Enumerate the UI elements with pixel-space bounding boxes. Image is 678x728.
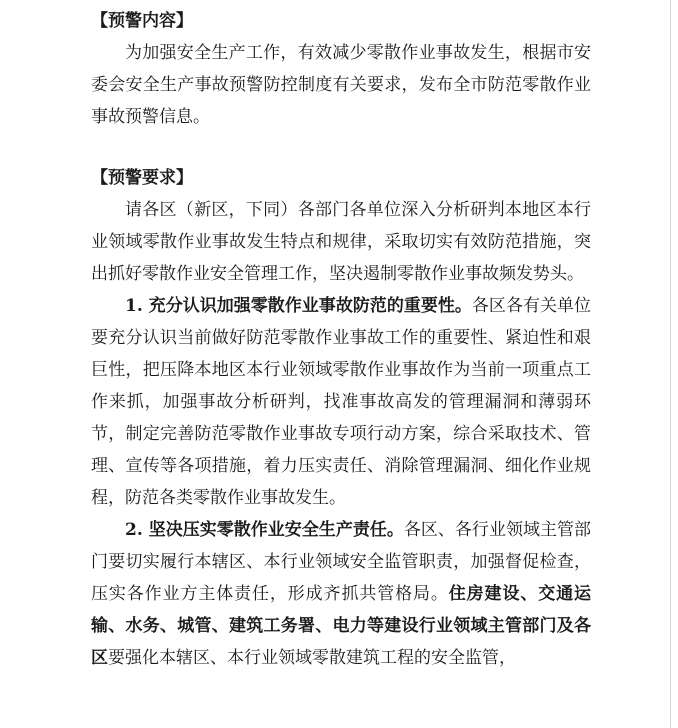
section-heading-warning-content: 【预警内容】 — [91, 11, 193, 31]
paragraph-requirements-intro: 请各区（新区，下同）各部门各单位深入分析研判本地区本行业领域零散作业事故发生特点和规律，采取切实有效防范措施，突出抓好零散作业安全管理工作，坚决遏制零散作业事故频发势头。 — [91, 200, 591, 284]
item-1-lead: 1. 充分认识加强零散作业事故防范的重要性。 — [125, 296, 472, 316]
item-2-lead: 2. 坚决压实零散作业安全生产责任。 — [125, 520, 404, 540]
item-1-body: 各区各有关单位要充分认识当前做好防范零散作业事故工作的重要性、紧迫性和艰巨性，把压降本地区本行业领域零散作业事故作为当前一项重点工作来抓，加强事故分析研判，找准事故高发的管理漏洞和薄弱环节，制定完善防范零散作业事故专项行动方案，综合采取技术、管理、宣传等各项措施，着力压实责任、消除管理漏洞、细化作业规程，防范各类零散作业事故发生。 — [91, 296, 591, 508]
document-page — [91, 0, 591, 669]
item-2-body-c: 要强化本辖区、本行业领域零散建筑工程的安全监管， — [108, 648, 516, 668]
item-2-bold-b: 住房建设、交通运输、水务、城管、建筑工务署、电力等建设行业领域主管部门及各区 — [91, 584, 592, 668]
paragraph-warning-content: 为加强安全生产工作，有效减少零散作业事故发生，根据市安委会安全生产事故预警防控制度有关要求，发布全市防范零散作业事故预警信息。 — [91, 43, 591, 127]
section-heading-warning-requirements: 【预警要求】 — [91, 168, 193, 188]
item-2-body-a: 各区、各行业领域主管部门要切实履行本辖区、本行业领域安全监管职责，加强督促检查，压实各作业方主体责任，形成齐抓共管格局。 — [91, 520, 592, 604]
page-edge-rule — [670, 0, 671, 728]
paragraph-item-2 — [91, 514, 591, 674]
paragraph-item-1 — [91, 290, 591, 514]
